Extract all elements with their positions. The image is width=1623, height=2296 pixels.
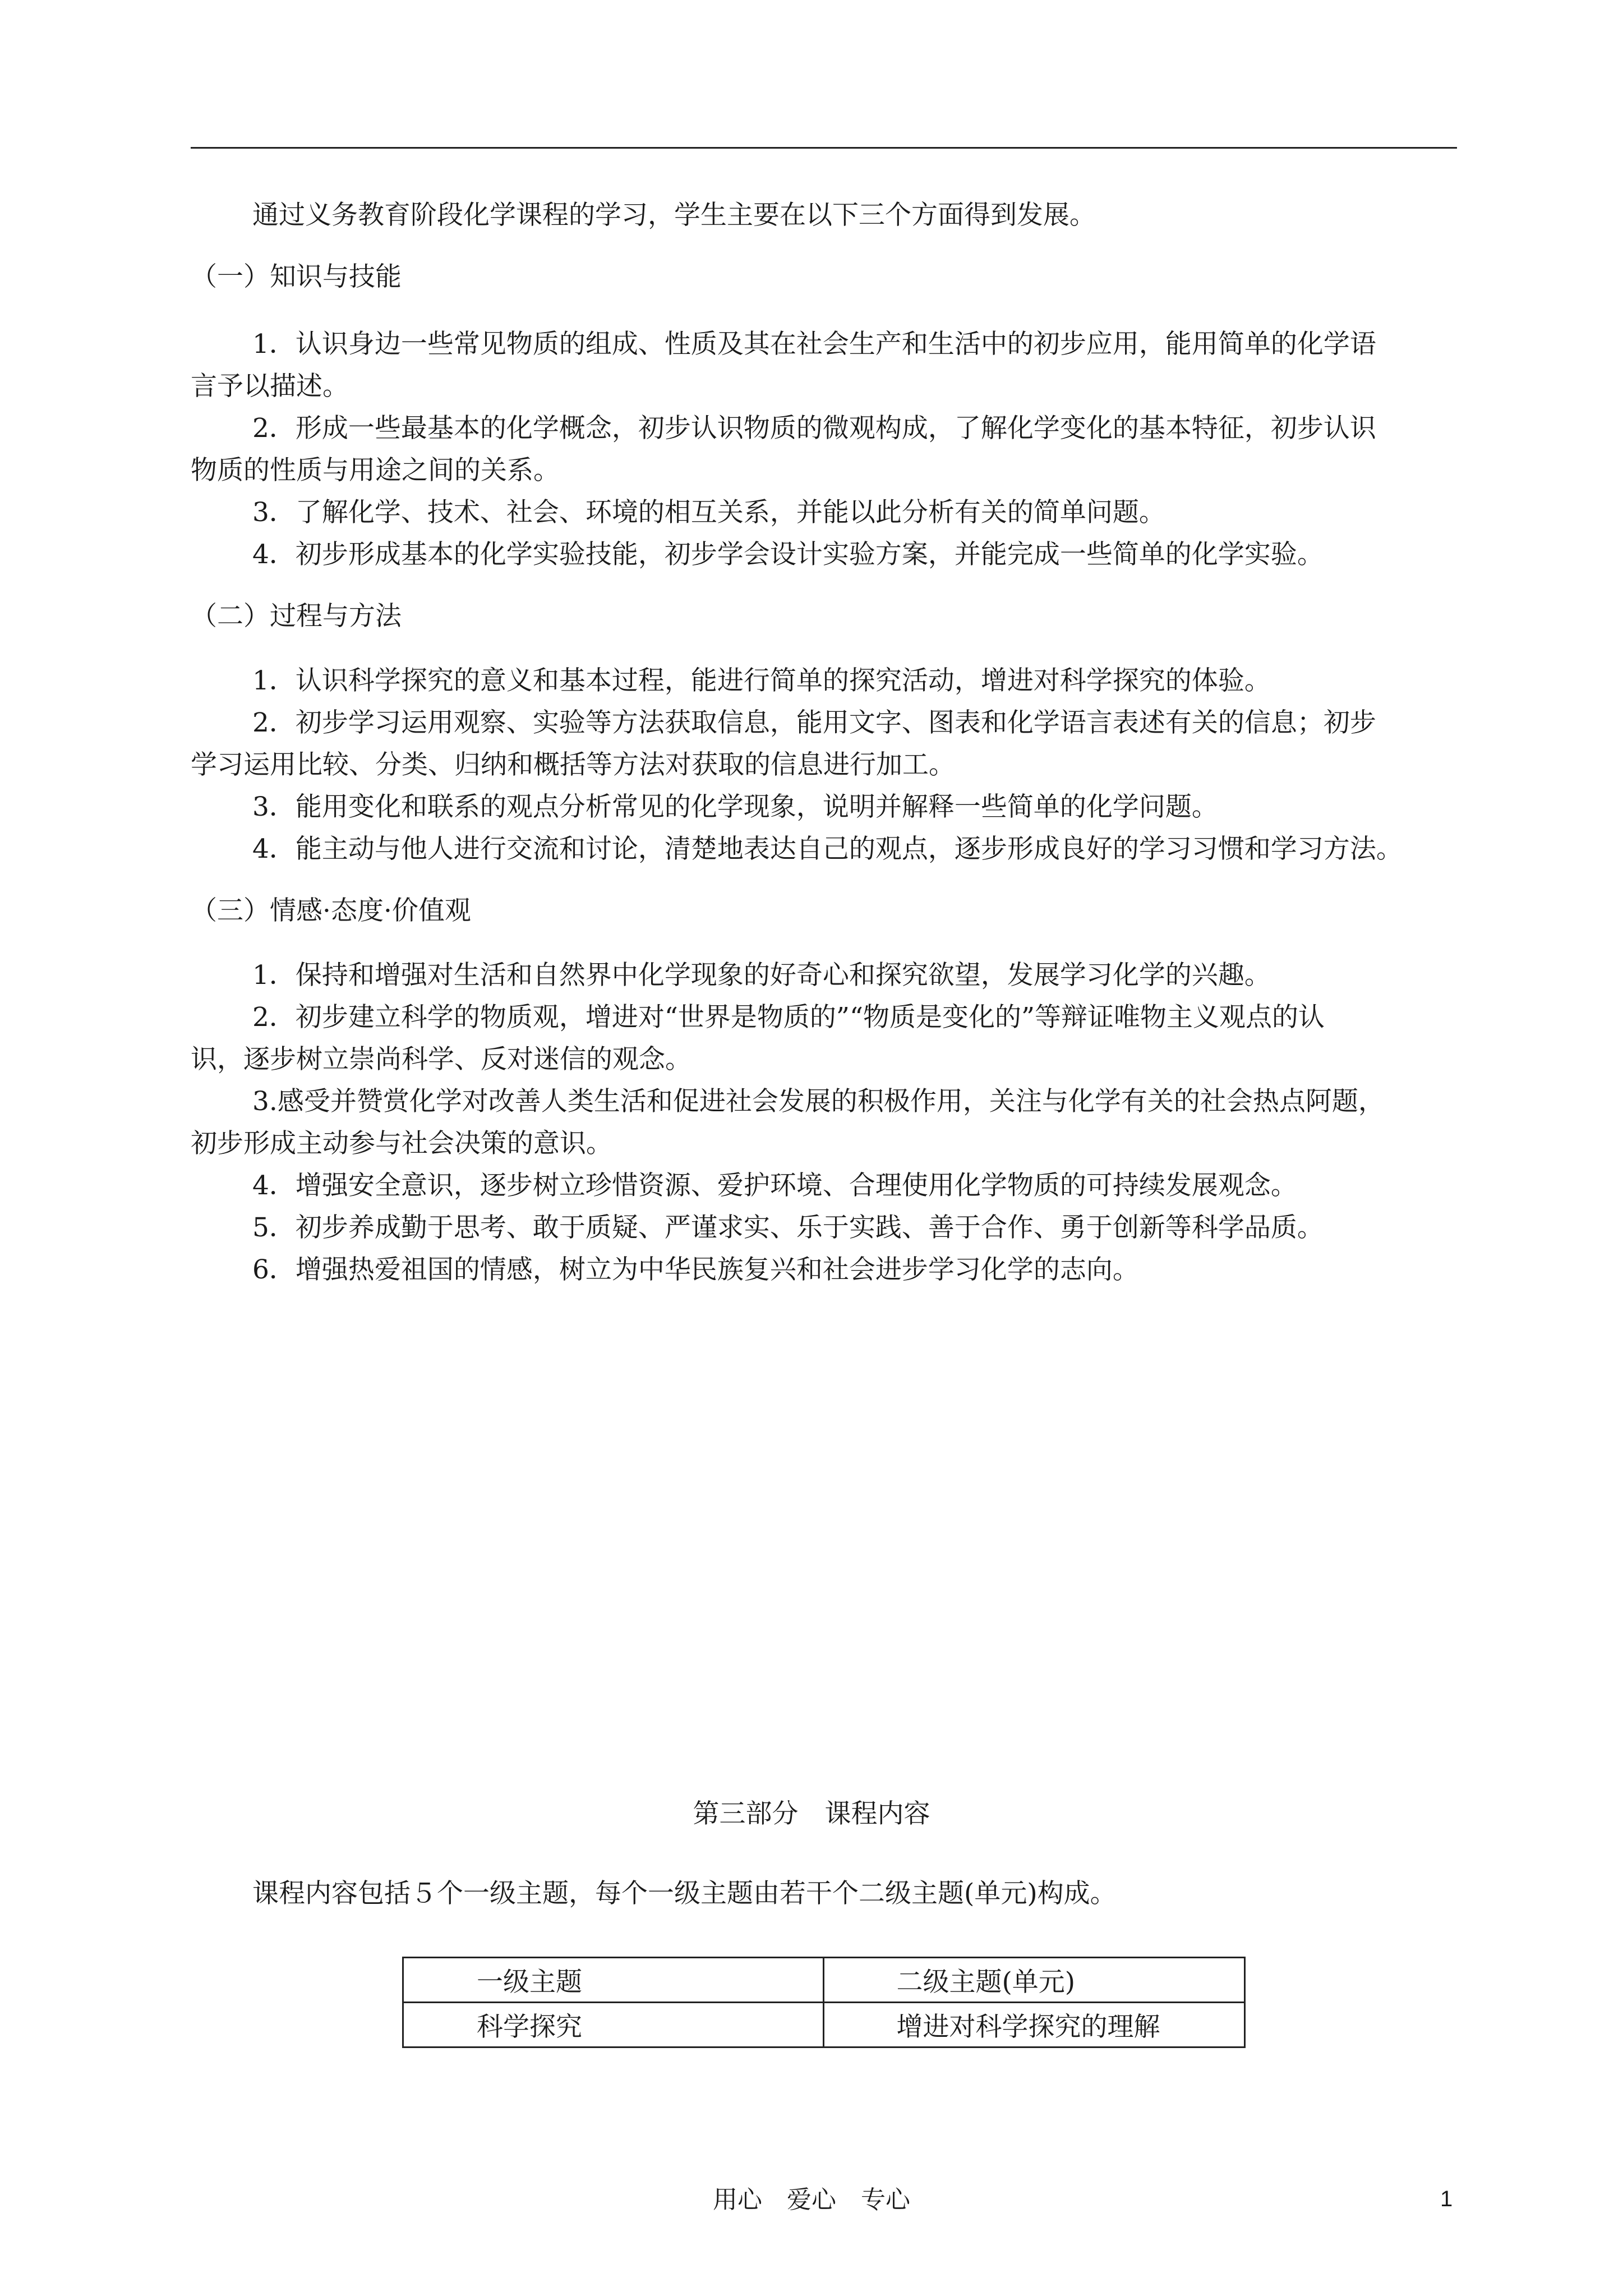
list-item: 1．保持和增强对生活和自然界中化学现象的好奇心和探究欲望，发展学习化学的兴趣。 [252,960,1271,991]
list-item: 4．能主动与他人进行交流和讨论，清楚地表达自己的观点，逐步形成良好的学习习惯和学习方法。 [252,834,1403,864]
table-header-cell: 一级主题 [403,1958,824,2003]
section-heading-attitudes-values: （三）情感·态度·价值观 [191,895,471,926]
list-item: 4．初步形成基本的化学实验技能，初步学会设计实验方案，并能完成一些简单的化学实验。 [252,539,1324,570]
header-rule [191,147,1457,149]
table-cell: 增进对科学探究的理解 [824,2003,1245,2047]
list-item: 4．增强安全意识，逐步树立珍惜资源、爱护环境、合理使用化学物质的可持续发展观念。 [252,1170,1297,1201]
list-item: 1．认识科学探究的意义和基本过程，能进行简单的探究活动，增进对科学探究的体验。 [252,665,1271,696]
part-intro: 课程内容包括５个一级主题，每个一级主题由若干个二级主题(单元)构成。 [252,1878,1117,1909]
list-item: 6．增强热爱祖国的情感，树立为中华民族复兴和社会进步学习化学的志向。 [252,1254,1139,1285]
list-item: 3.感受并赞赏化学对改善人类生活和促进社会发展的积极作用，关注与化学有关的社会热点阿题， [252,1086,1385,1117]
list-item-continuation: 学习运用比较、分类、归纳和概括等方法对获取的信息进行加工。 [191,749,955,780]
part-title: 第三部分 课程内容 [693,1798,930,1829]
table-header-cell: 二级主题(单元) [824,1958,1245,2003]
list-item: 2．形成一些最基本的化学概念，初步认识物质的微观构成，了解化学变化的基本特征，初步认识 [252,413,1376,444]
intro-paragraph: 通过义务教育阶段化学课程的学习，学生主要在以下三个方面得到发展。 [252,200,1096,231]
list-item-continuation: 物质的性质与用途之间的关系。 [191,455,560,486]
table-row [403,2003,1245,2047]
list-item: 5．初步养成勤于思考、敢于质疑、严谨求实、乐于实践、善于合作、勇于创新等科学品质。 [252,1212,1324,1243]
section-heading-process-methods: （二）过程与方法 [191,601,402,632]
list-item: 2．初步建立科学的物质观，增进对“世界是物质的”“物质是变化的”等辩证唯物主义观点的认 [252,1002,1325,1033]
table-header-row [403,1958,1245,2003]
page-number: 1 [1440,2187,1453,2211]
list-item-continuation: 识，逐步树立崇尚科学、反对迷信的观念。 [191,1044,691,1075]
footer-slogan: 用心 爱心 专心 [713,2185,910,2214]
list-item: 3．能用变化和联系的观点分析常见的化学现象，说明并解释一些简单的化学问题。 [252,792,1218,822]
list-item: 3．了解化学、技术、社会、环境的相互关系，并能以此分析有关的简单问题。 [252,497,1165,528]
list-item: 2．初步学习运用观察、实验等方法获取信息，能用文字、图表和化学语言表述有关的信息；初步 [252,707,1376,738]
list-item: 1．认识身边一些常见物质的组成、性质及其在社会生产和生活中的初步应用，能用简单的化学语 [252,329,1376,360]
list-item-continuation: 言予以描述。 [191,371,349,402]
section-heading-knowledge-skills: （一）知识与技能 [191,261,402,292]
list-item-continuation: 初步形成主动参与社会决策的意识。 [191,1128,612,1159]
table-cell: 科学探究 [403,2003,824,2047]
topic-table [402,1957,1246,2048]
